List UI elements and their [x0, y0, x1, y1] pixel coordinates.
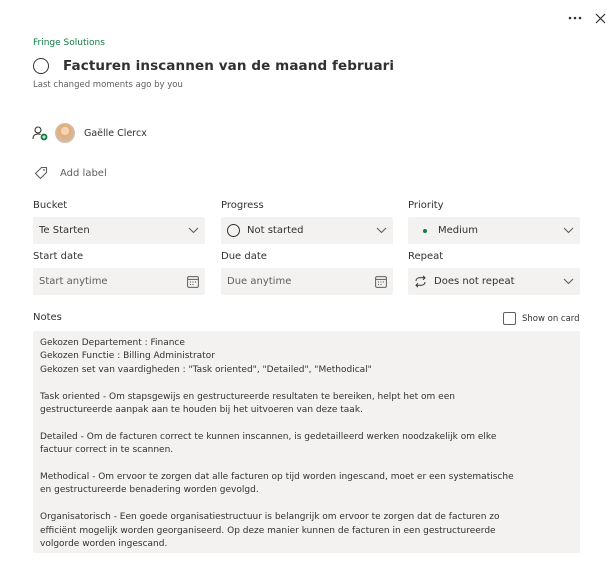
plan-name[interactable]: Fringe Solutions	[33, 38, 105, 48]
show-on-card-checkbox[interactable]	[503, 312, 516, 325]
priority-label: Priority	[408, 200, 444, 211]
bucket-select[interactable]	[33, 217, 205, 244]
bucket-value: Te Starten	[39, 225, 90, 236]
progress-label: Progress	[221, 200, 264, 211]
task-title-row	[33, 56, 394, 76]
repeat-select[interactable]	[408, 268, 580, 295]
complete-task-button[interactable]	[33, 58, 49, 74]
close-icon	[595, 13, 606, 24]
repeat-label: Repeat	[408, 251, 444, 262]
repeat-value: Does not repeat	[434, 276, 515, 287]
more-icon	[568, 16, 582, 20]
chevron-down-icon	[376, 227, 387, 234]
due-date-input[interactable]	[221, 268, 393, 295]
task-title[interactable]: Facturen inscannen van de maand februari	[63, 58, 395, 74]
last-changed-text: Last changed moments ago by you	[33, 80, 183, 90]
calendar-icon	[187, 276, 199, 288]
due-date-label: Due date	[221, 251, 267, 262]
notes-paragraph: Task oriented - Om stapsgewijs en gestructureerde resultaten te bereiken, helpt het om een gestructureerde aanpak aan te houden bij het uitvoeren van deze taak.	[40, 391, 455, 416]
add-person-icon	[32, 125, 48, 141]
bucket-label: Bucket	[33, 200, 68, 211]
assignment-row	[32, 122, 147, 144]
notes-paragraph: Gekozen Departement : Finance Gekozen Functie : Billing Administrator Gekozen set van vaardigheden : "Task oriented", "Detailed", "Methodical"	[40, 338, 372, 375]
tag-icon	[34, 166, 48, 180]
start-date-placeholder: Start anytime	[39, 276, 108, 287]
priority-value: Medium	[438, 225, 478, 236]
progress-select[interactable]	[221, 217, 393, 244]
calendar-icon	[375, 276, 387, 288]
notes-textarea[interactable]	[33, 331, 580, 553]
add-label-button[interactable]	[34, 165, 107, 181]
show-on-card-toggle[interactable]	[503, 312, 580, 325]
due-date-placeholder: Due anytime	[227, 276, 292, 287]
chevron-down-icon	[563, 278, 574, 285]
medium-priority-icon	[423, 229, 427, 233]
repeat-icon	[414, 275, 427, 288]
assignee-name[interactable]: Gaëlle Clercx	[84, 127, 147, 139]
notes-label: Notes	[33, 312, 62, 323]
not-started-icon	[227, 224, 240, 237]
notes-paragraph: Organisatorisch - Een goede organisatiestructuur is belangrijk om ervoor te zorgen dat de facturen zo efficiënt mogelijk worden georganiseerd. Op deze manier kunnen de facturen in een gestructureerde volgorde worden ingescand.	[40, 512, 500, 550]
notes-paragraph: Detailed - Om de facturen correct te kunnen inscannen, is gedetailleerd werken noodzakelijk om elke factuur correct in te scannen.	[40, 431, 497, 456]
assign-button[interactable]	[32, 125, 48, 141]
more-options-button[interactable]	[564, 8, 586, 28]
notes-paragraph: Methodical - Om ervoor te zorgen dat alle facturen op tijd worden ingescand, moet er een systematische en gestructureerde benadering worden gevolgd.	[40, 472, 514, 496]
progress-value: Not started	[247, 225, 304, 236]
avatar[interactable]	[55, 123, 75, 143]
show-on-card-label: Show on card	[522, 313, 580, 324]
close-button[interactable]	[590, 8, 610, 28]
chevron-down-icon	[188, 227, 199, 234]
start-date-label: Start date	[33, 251, 84, 262]
start-date-input[interactable]	[33, 268, 205, 295]
add-label-text: Add label	[60, 167, 107, 179]
chevron-down-icon	[563, 227, 574, 234]
priority-select[interactable]	[408, 217, 580, 244]
